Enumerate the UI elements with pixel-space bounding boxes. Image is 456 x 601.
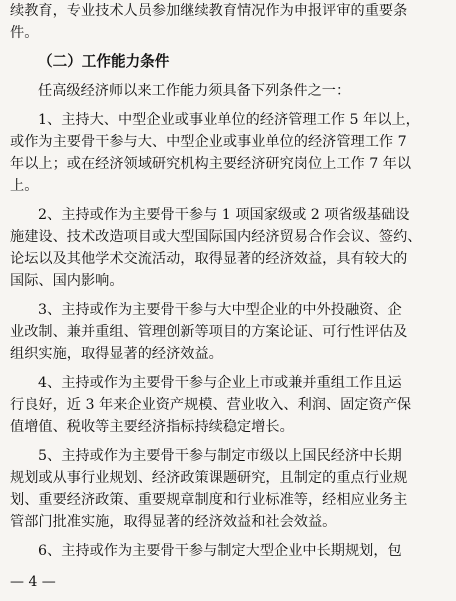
paragraph-1-line-1: 1、主持大、中型企业或事业单位的经济管理工作 5 年以上， [38, 112, 420, 128]
paragraph-1-line-3: 年以上；或在经济领域研究机构主要经济研究岗位上工作 7 年以 [10, 156, 412, 172]
paragraph-4-line-2: 行良好，近 3 年来企业资产规模、营业收入、利润、固定资产保 [10, 397, 412, 413]
paragraph-4-line-3: 值增值、税收等主要经济指标持续稳定增长。 [10, 419, 294, 435]
paragraph-5-line-4: 管部门批准实施，取得显著的经济效益和社会效益。 [10, 514, 337, 530]
section-lead: 任高级经济师以来工作能力须具备下列条件之一： [38, 83, 351, 99]
paragraph-5-line-1: 5、主持或作为主要骨干参与制定市级以上国民经济中长期 [38, 448, 402, 464]
paragraph-2-line-3: 论坛以及其他学术交流活动，取得显著的经济效益，具有较大的 [10, 251, 408, 267]
paragraph-5-line-2: 规划或从事行业规划、经济政策课题研究，且制定的重点行业规 [10, 470, 408, 486]
document-body [10, 0, 442, 562]
page-number: — 4 — [10, 574, 56, 590]
paragraph-4-line-1: 4、主持或作为主要骨干参与企业上市或兼并重组工作且运 [38, 375, 402, 391]
paragraph-3-line-1: 3、主持或作为主要骨干参与大中型企业的中外投融资、企 [38, 302, 402, 318]
paragraph-2-line-2: 施建设、技术改造项目或大型国际国内经济贸易合作会议、签约、 [10, 229, 422, 245]
paragraph-5-line-3: 划、重要经济政策、重要规章制度和行业标准等，经相应业务主 [10, 492, 408, 508]
paragraph-2-line-1: 2、主持或作为主要骨干参与 1 项国家级或 2 项省级基础设 [38, 207, 410, 223]
section-heading: （二）工作能力条件 [38, 53, 170, 70]
paragraph-3-line-3: 组织实施，取得显著的经济效益。 [10, 346, 223, 362]
paragraph-2-line-4: 国际、国内影响。 [10, 273, 124, 289]
paragraph-3-line-2: 业改制、兼并重组、管理创新等项目的方案论证、可行性评估及 [10, 324, 408, 340]
paragraph-1-line-2: 或作为主要骨干参与大、中型企业或事业单位的经济管理工作 7 [10, 134, 407, 150]
paragraph-1-line-4: 上。 [10, 178, 39, 194]
paragraph-6-line-1: 6、主持或作为主要骨干参与制定大型企业中长期规划，包 [38, 543, 402, 559]
intro-line-2: 件。 [10, 25, 39, 41]
intro-line-1: 续教育，专业技术人员参加继续教育情况作为申报评审的重要条 [10, 3, 408, 19]
